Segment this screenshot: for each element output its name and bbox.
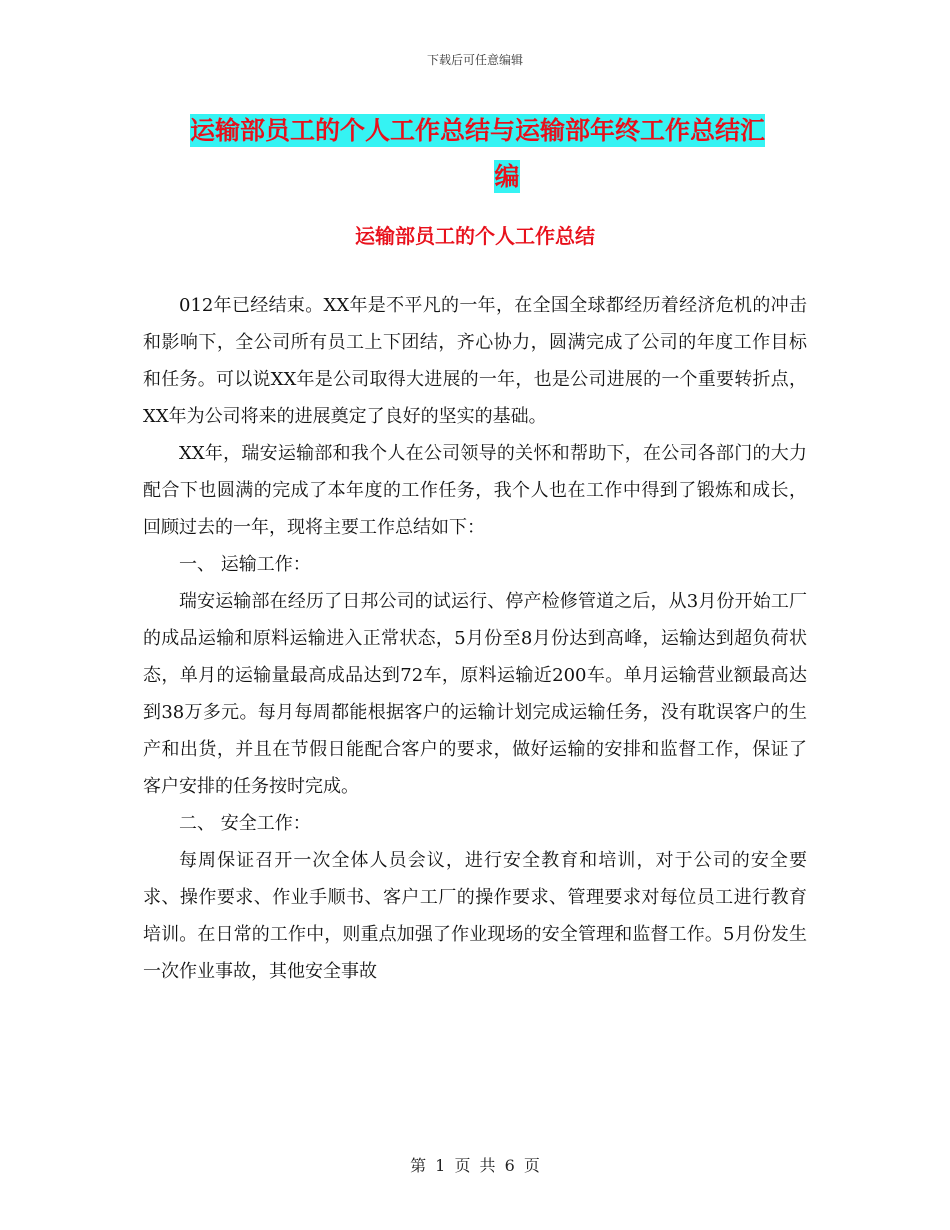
document-title (190, 108, 810, 200)
document-title-line-1 (190, 108, 810, 154)
paragraph-transport-work: 瑞安运输部在经历了日邦公司的试运行、停产检修管道之后，从3月份开始工厂的成品运输和原料运输进入正常状态，5月份至8月份达到高峰，运输达到超负荷状态，单月的运输量最高成品达到72车，原料运输近200车。单月运输营业额最高达到38万多元。每月每周都能根据客户的运输计划完成运输任务，没有耽误客户的生产和出货，并且在节假日能配合客户的要求，做好运输的安排和监督工作，保证了客户安排的任务按时完成。 (143, 591, 807, 797)
paragraph-safety-work: 每周保证召开一次全体人员会议，进行安全教育和培训，对于公司的安全要求、操作要求、作业手顺书、客户工厂的操作要求、管理要求对每位员工进行教育培训。在日常的工作中，则重点加强了作业现场的安全管理和监督工作。5月份发生一次作业事故，其他安全事故 (143, 850, 807, 982)
heading-safety-work: 二、 安全工作： (179, 813, 311, 834)
page-number: 第 1 页 共 6 页 (410, 1156, 540, 1175)
document-title-line-2-text: 编 (494, 162, 520, 191)
document-body (143, 287, 807, 990)
document-title-line-1-text: 运输部员工的个人工作总结与运输部年终工作总结汇 (190, 116, 766, 145)
heading-transport-work: 一、 运输工作： (179, 554, 311, 575)
paragraph-overview: XX年，瑞安运输部和我个人在公司领导的关怀和帮助下，在公司各部门的大力配合下也圆满的完成了本年度的工作任务，我个人也在工作中得到了锻炼和成长，回顾过去的一年，现将主要工作总结如下： (143, 443, 807, 538)
document-title-line-2 (190, 154, 810, 200)
section-title: 运输部员工的个人工作总结 (355, 224, 595, 248)
page-header-note: 下载后可任意编辑 (426, 53, 523, 67)
paragraph-intro: 012年已经结束。XX年是不平凡的一年，在全国全球都经历着经济危机的冲击和影响下，全公司所有员工上下团结，齐心协力，圆满完成了公司的年度工作目标和任务。可以说XX年是公司取得大进展的一年，也是公司进展的一个重要转折点，XX年为公司将来的进展奠定了良好的坚实的基础。 (143, 295, 807, 427)
